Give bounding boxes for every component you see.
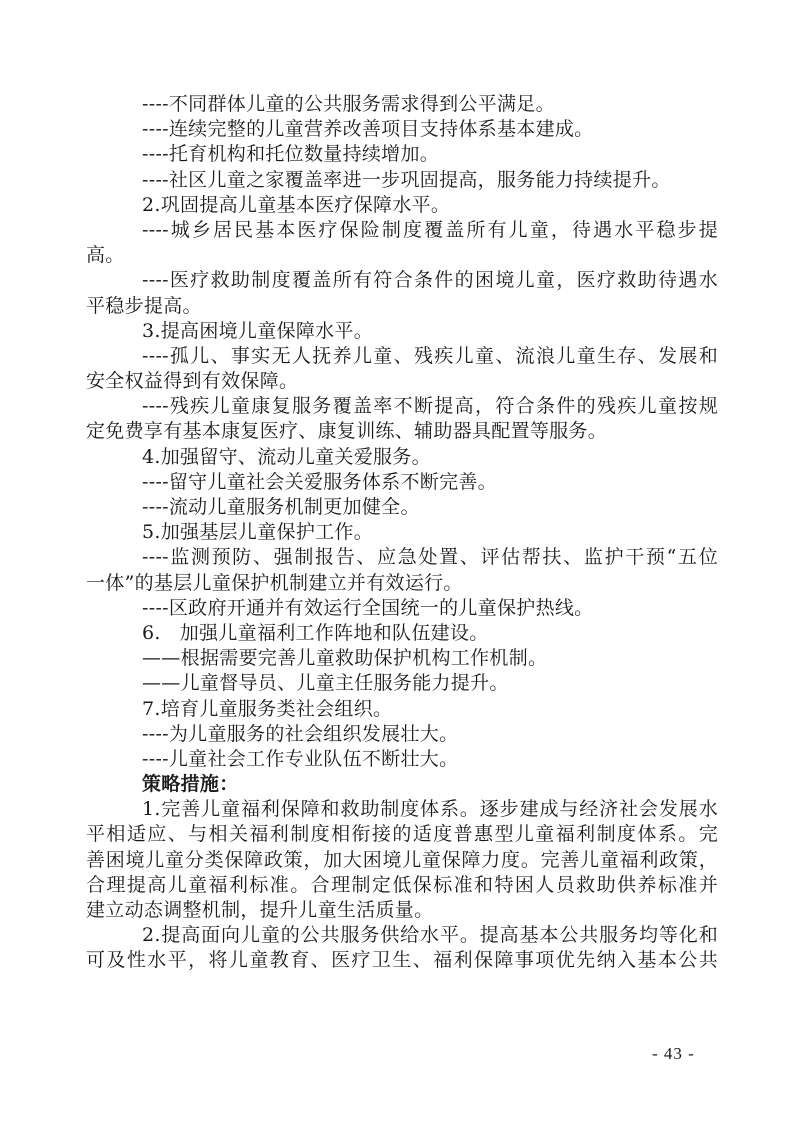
text-line: ——根据需要完善儿童救助保护机构工作机制。 xyxy=(142,647,548,670)
body-text xyxy=(86,92,718,974)
text-line: ----流动儿童服务机制更加健全。 xyxy=(142,496,420,518)
text-line: 高。 xyxy=(86,244,125,267)
text-line: ----监测预防、强制报告、应急处置、评估帮扶、监护干预“五位 xyxy=(142,546,718,569)
text-line: 一体”的基层儿童保护机制建立并有效运行。 xyxy=(86,571,463,594)
text-line: ----为儿童服务的社会组织发展壮大。 xyxy=(142,722,459,745)
text-line: 善困境儿童分类保障政策，加大困境儿童保障力度。完善儿童福利政策， xyxy=(86,848,718,871)
section-heading: 3.提高困境儿童保障水平。 xyxy=(142,319,374,342)
text-line: ----连续完整的儿童营养改善项目支持体系基本建成。 xyxy=(142,118,594,141)
text-line: ——儿童督导员、儿童主任服务能力提升。 xyxy=(142,672,509,695)
text-line: ----医疗救助制度覆盖所有符合条件的困境儿童，医疗救助待遇水 xyxy=(142,269,718,292)
section-heading: 2.巩固提高儿童基本医疗保障水平。 xyxy=(142,193,451,216)
section-heading: 4.加强留守、流动儿童关爱服务。 xyxy=(142,445,431,468)
text-line: 可及性水平，将儿童教育、医疗卫生、福利保障事项优先纳入基本公共 xyxy=(86,949,718,972)
text-line: 平稳步提高。 xyxy=(86,294,202,317)
text-line: ----孤儿、事实无人抚养儿童、残疾儿童、流浪儿童生存、发展和 xyxy=(142,344,718,367)
strategy-heading: 策略措施： xyxy=(142,773,239,796)
text-line: 安全权益得到有效保障。 xyxy=(86,370,299,393)
text-line: ----社区儿童之家覆盖率进一步巩固提高，服务能力持续提升。 xyxy=(142,168,671,191)
text-line: ----留守儿童社会关爱服务体系不断完善。 xyxy=(142,470,497,493)
section-heading: 5.加强基层儿童保护工作。 xyxy=(142,521,374,544)
text-line: 1.完善儿童福利保障和救助制度体系。逐步建成与经济社会发展水 xyxy=(142,798,718,821)
text-line: 2.提高面向儿童的公共服务供给水平。提高基本公共服务均等化和 xyxy=(142,924,718,947)
text-line: 定免费享有基本康复医疗、康复训练、辅助器具配置等服务。 xyxy=(86,420,608,443)
text-line: ----残疾儿童康复服务覆盖率不断提高，符合条件的残疾儿童按规 xyxy=(142,395,718,418)
text-line: 合理提高儿童福利标准。合理制定低保标准和特困人员救助供养标准并 xyxy=(86,873,718,896)
text-line: 建立动态调整机制，提升儿童生活质量。 xyxy=(86,899,434,921)
text-line: ----托育机构和托位数量持续增加。 xyxy=(142,143,440,166)
text-line: 平相适应、与相关福利制度相衔接的适度普惠型儿童福利制度体系。完 xyxy=(86,823,718,846)
section-heading: 7.培育儿童服务类社会组织。 xyxy=(142,697,393,720)
page-number: - 43 - xyxy=(652,1044,695,1063)
text-line: ----儿童社会工作专业队伍不断壮大。 xyxy=(142,747,459,770)
text-line: ----区政府开通并有效运行全国统一的儿童保护热线。 xyxy=(142,596,594,619)
text-line: ----城乡居民基本医疗保险制度覆盖所有儿童，待遇水平稳步提 xyxy=(142,218,718,241)
section-heading: 6. 加强儿童福利工作阵地和队伍建设。 xyxy=(142,621,489,644)
text-line: ----不同群体儿童的公共服务需求得到公平满足。 xyxy=(142,93,555,115)
